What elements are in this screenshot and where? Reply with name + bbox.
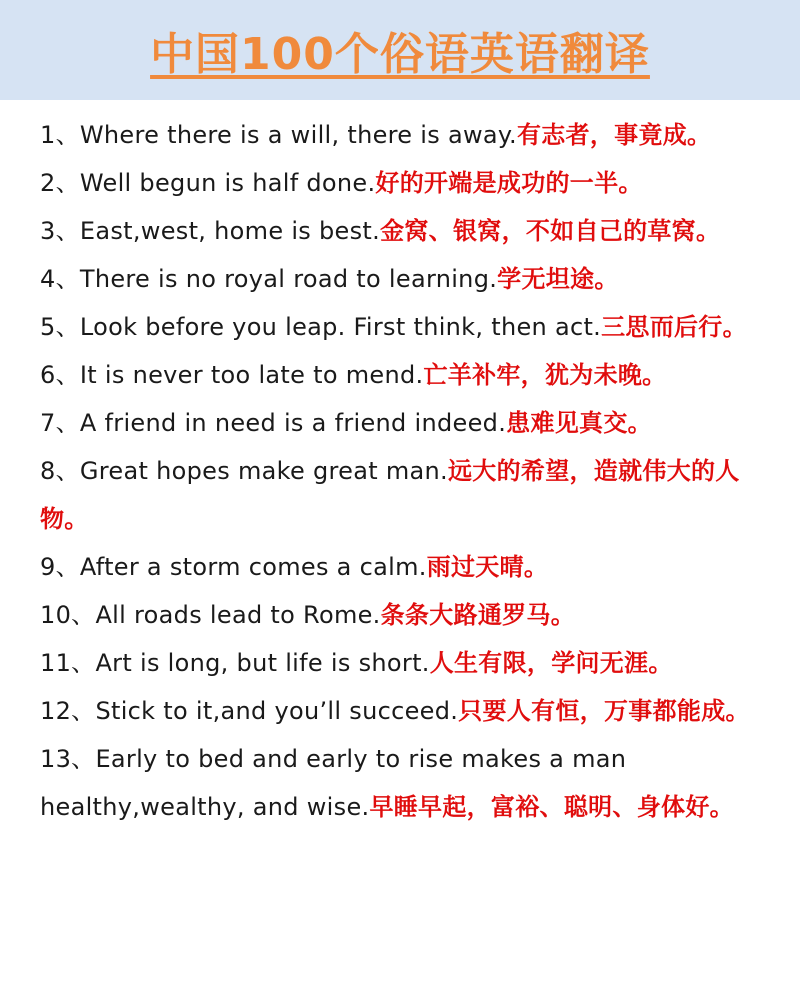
proverb-number: 1、	[40, 121, 80, 149]
proverb-chinese: 有志者，事竟成。	[516, 121, 712, 149]
proverb-chinese: 远大的希望，造就伟大的人物。	[40, 457, 740, 533]
proverb-number: 7、	[40, 409, 80, 437]
proverb-item-1	[40, 111, 780, 159]
title-banner	[0, 0, 800, 100]
proverb-chinese: 人生有限，学问无涯。	[429, 649, 673, 677]
proverb-number: 13、	[40, 745, 96, 773]
proverb-english: East,west, home is best.	[79, 217, 381, 245]
proverb-item-12	[40, 687, 780, 735]
proverb-english: There is no royal road to learning.	[79, 265, 498, 293]
proverb-item-6	[40, 351, 780, 399]
proverb-english: Great hopes make great man.	[79, 457, 448, 485]
proverb-english: Where there is a will, there is away.	[79, 121, 517, 149]
proverb-item-3	[40, 207, 780, 255]
proverb-number: 4、	[40, 265, 80, 293]
proverb-english: Early to bed and early to rise makes a man healthy,wealthy, and wise.	[40, 745, 627, 821]
proverb-item-5	[40, 303, 780, 351]
proverb-number: 12、	[40, 697, 96, 725]
proverb-chinese: 条条大路通罗马。	[380, 601, 576, 629]
proverb-number: 5、	[40, 313, 80, 341]
proverb-list	[40, 111, 780, 831]
proverb-chinese: 只要人有恒，万事都能成。	[458, 697, 750, 725]
proverb-chinese: 学无坦途。	[497, 265, 619, 293]
proverb-chinese: 三思而后行。	[601, 313, 747, 341]
proverb-number: 10、	[40, 601, 96, 629]
proverb-english: Well begun is half done.	[79, 169, 376, 197]
proverb-english: It is never too late to mend.	[79, 361, 424, 389]
proverb-number: 8、	[40, 457, 80, 485]
proverb-chinese: 亡羊补牢，犹为未晚。	[423, 361, 667, 389]
proverb-english: All roads lead to Rome.	[95, 601, 381, 629]
proverb-number: 2、	[40, 169, 80, 197]
proverb-chinese: 雨过天晴。	[426, 553, 549, 581]
proverb-item-2	[40, 159, 780, 207]
proverb-chinese: 患难见真交。	[506, 409, 652, 437]
proverb-item-9	[40, 543, 780, 591]
proverb-english: A friend in need is a friend indeed.	[79, 409, 507, 437]
proverb-item-4	[40, 255, 780, 303]
proverb-chinese: 好的开端是成功的一半。	[375, 169, 643, 197]
proverb-chinese: 早睡早起，富裕、聪明、身体好。	[369, 793, 734, 821]
page-title: 中国100个俗语英语翻译	[150, 29, 650, 80]
proverb-english: Look before you leap. First think, then act.	[79, 313, 602, 341]
proverb-number: 6、	[40, 361, 80, 389]
proverb-item-10	[40, 591, 780, 639]
proverb-number: 9、	[40, 553, 80, 581]
proverb-item-7	[40, 399, 780, 447]
proverb-item-11	[40, 639, 780, 687]
proverb-item-8	[40, 447, 780, 543]
proverb-english: Art is long, but life is short.	[95, 649, 430, 677]
proverb-number: 3、	[40, 217, 80, 245]
proverb-number: 11、	[40, 649, 96, 677]
proverb-chinese: 金窝、银窝，不如自己的草窝。	[380, 217, 721, 245]
proverb-item-13	[40, 735, 780, 831]
proverb-english: Stick to it,and you’ll succeed.	[95, 697, 459, 725]
proverb-english: After a storm comes a calm.	[79, 553, 427, 581]
